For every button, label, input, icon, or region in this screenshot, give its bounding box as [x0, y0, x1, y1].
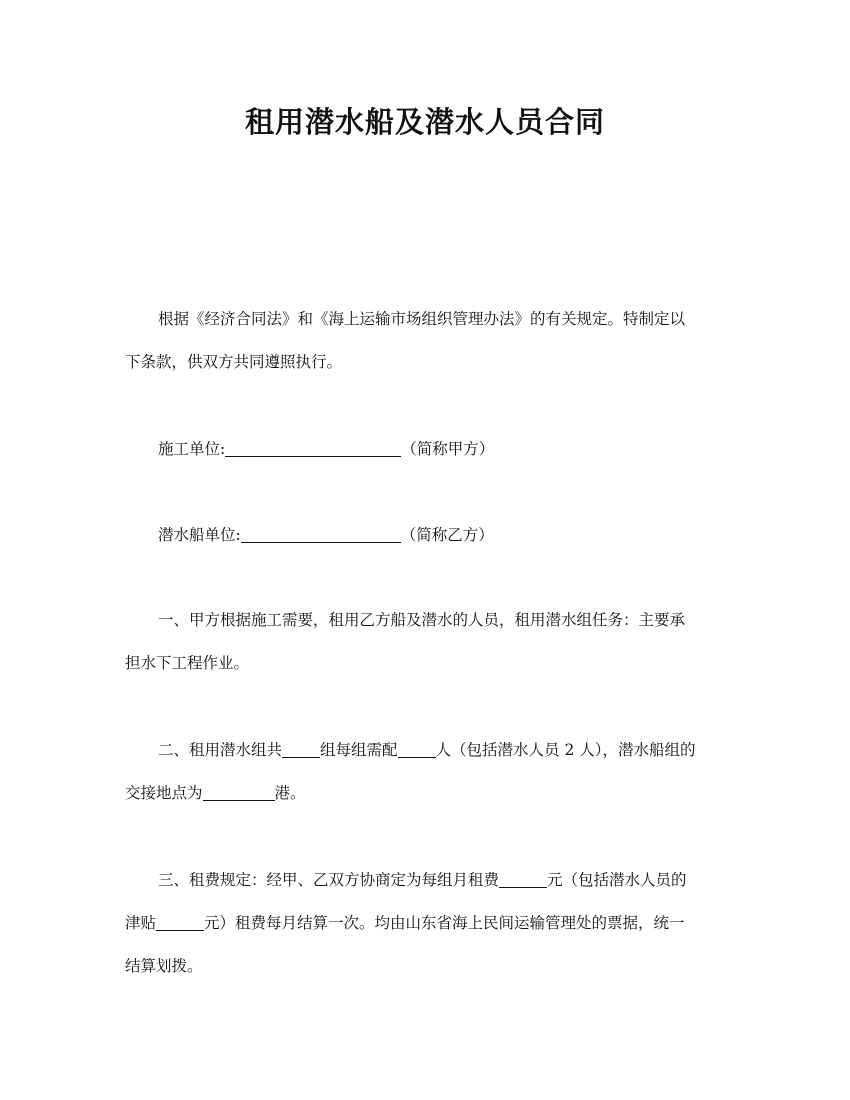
clause-2-text-c: 人（包括潜水人员 2 人），潜水船组的 — [435, 741, 696, 759]
people-per-group-blank[interactable] — [398, 742, 436, 759]
clause-3-text-c: 津贴 — [125, 914, 157, 932]
clause-2-text-d: 交接地点为 — [125, 784, 203, 802]
intro-paragraph — [125, 298, 725, 384]
clause-3-text-d: 元）租费每月结算一次。均由山东省海上民间运输管理处的票据，统一 — [204, 914, 685, 932]
clause-2-text-b: 组每组需配 — [320, 741, 398, 759]
party-b-suffix: （简称乙方） — [400, 526, 494, 544]
clause-1-line-1: 一、甲方根据施工需要，租用乙方船及潜水的人员，租用潜水组任务：主要承 — [158, 611, 686, 629]
clause-2-text-a: 二、租用潜水组共 — [158, 741, 283, 759]
party-a-label: 施工单位: — [158, 440, 226, 458]
party-a-suffix: （简称甲方） — [401, 440, 495, 458]
document-title: 租用潜水船及潜水人员合同 — [244, 105, 605, 139]
clause-1 — [125, 599, 725, 685]
handover-port-blank[interactable] — [203, 785, 275, 802]
party-a-line — [125, 428, 725, 471]
party-b-line — [125, 514, 725, 557]
clause-3 — [125, 859, 725, 988]
allowance-blank[interactable] — [156, 915, 204, 932]
intro-line-2: 下条款，供双方共同遵照执行。 — [125, 353, 343, 371]
clause-2-text-e: 港。 — [274, 784, 306, 802]
clause-3-text-a: 三、租费规定：经甲、乙双方协商定为每组月租费 — [158, 871, 500, 889]
monthly-rent-blank[interactable] — [499, 872, 547, 889]
clause-3-line-3: 结算划拨。 — [125, 957, 203, 975]
party-b-label: 潜水船单位: — [158, 526, 241, 544]
clause-1-line-2: 担水下工程作业。 — [125, 654, 250, 672]
party-a-blank[interactable] — [225, 441, 401, 458]
party-b-blank[interactable] — [241, 527, 401, 544]
clause-3-text-b: 元（包括潜水人员的 — [547, 871, 687, 889]
clause-2 — [125, 729, 725, 815]
intro-line-1: 根据《经济合同法》和《海上运输市场组织管理办法》的有关规定。特制定以 — [158, 310, 686, 328]
group-count-blank[interactable] — [282, 742, 320, 759]
